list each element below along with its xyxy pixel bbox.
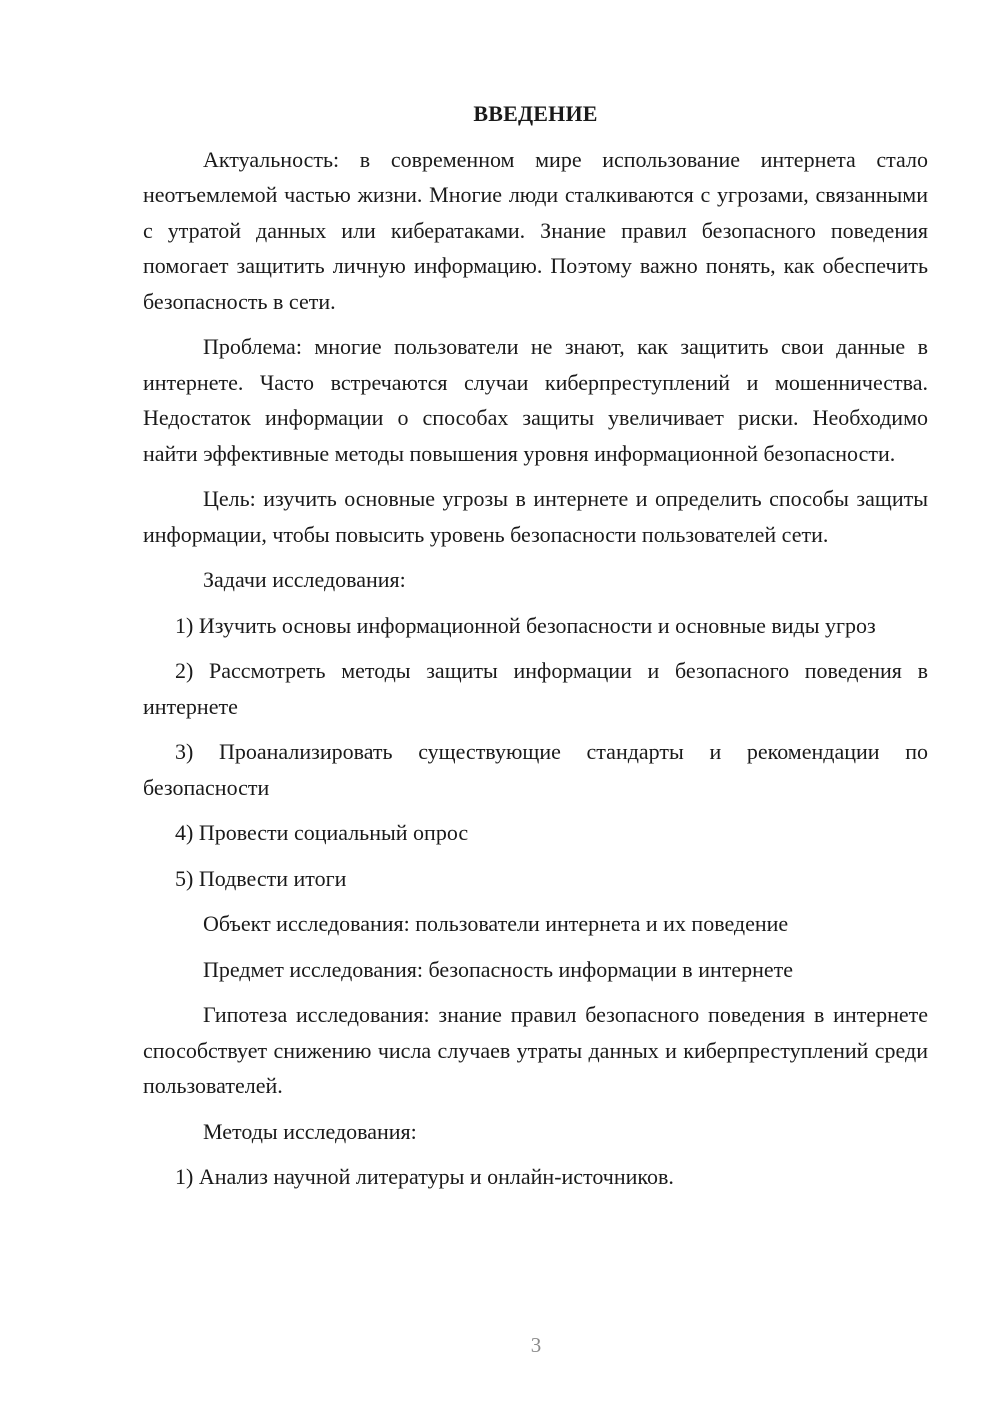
problem-paragraph: Проблема: многие пользователи не знают, как защитить свои данные в интернете. Часто встречаются случаи киберпреступлений и мошенничества. Недостаток информации о способах защиты увеличивает риски. Необходимо найти эффективные методы повышения уровня информационной безопасности. — [143, 334, 928, 466]
subject-line: Предмет исследования: безопасность информации в интернете — [203, 956, 794, 982]
task-item: 4) Провести социальный опрос — [175, 820, 469, 845]
page-number: 3 — [530, 1333, 542, 1357]
tasks-heading: Задачи исследования: — [203, 567, 406, 592]
task-item: 5) Подвести итоги — [175, 865, 347, 891]
methods-heading: Методы исследования: — [203, 1118, 417, 1144]
task-item: 2) Рассмотреть методы защиты информации и безопасного поведения в интернете — [143, 658, 928, 719]
task-item: 3) Проанализировать существующие стандарты и рекомендации по безопасности — [143, 739, 928, 800]
relevance-paragraph: Актуальность: в современном мире использование интернета стало неотъемлемой частью жизни. Многие люди сталкиваются с угрозами, связанными с утратой данных или кибератаками. Знание правил безопасного поведения помогает защитить личную информацию. Поэтому важно понять, как обеспечить безопасность в сети. — [143, 146, 928, 314]
page-title: ВВЕДЕНИЕ — [473, 101, 598, 126]
goal-paragraph: Цель: изучить основные угрозы в интернете и определить способы защиты информации, чтобы повысить уровень безопасности пользователей сети. — [143, 486, 928, 547]
hypothesis-paragraph: Гипотеза исследования: знание правил безопасного поведения в интернете способствует снижению числа случаев утраты данных и киберпреступлений среди пользователей. — [143, 1002, 928, 1098]
task-item: 1) Изучить основы информационной безопасности и основные виды угроз — [175, 612, 876, 638]
object-line: Объект исследования: пользователи интернета и их поведение — [203, 911, 789, 936]
page-content — [143, 96, 928, 1205]
method-item: 1) Анализ научной литературы и онлайн-источников. — [175, 1164, 674, 1189]
